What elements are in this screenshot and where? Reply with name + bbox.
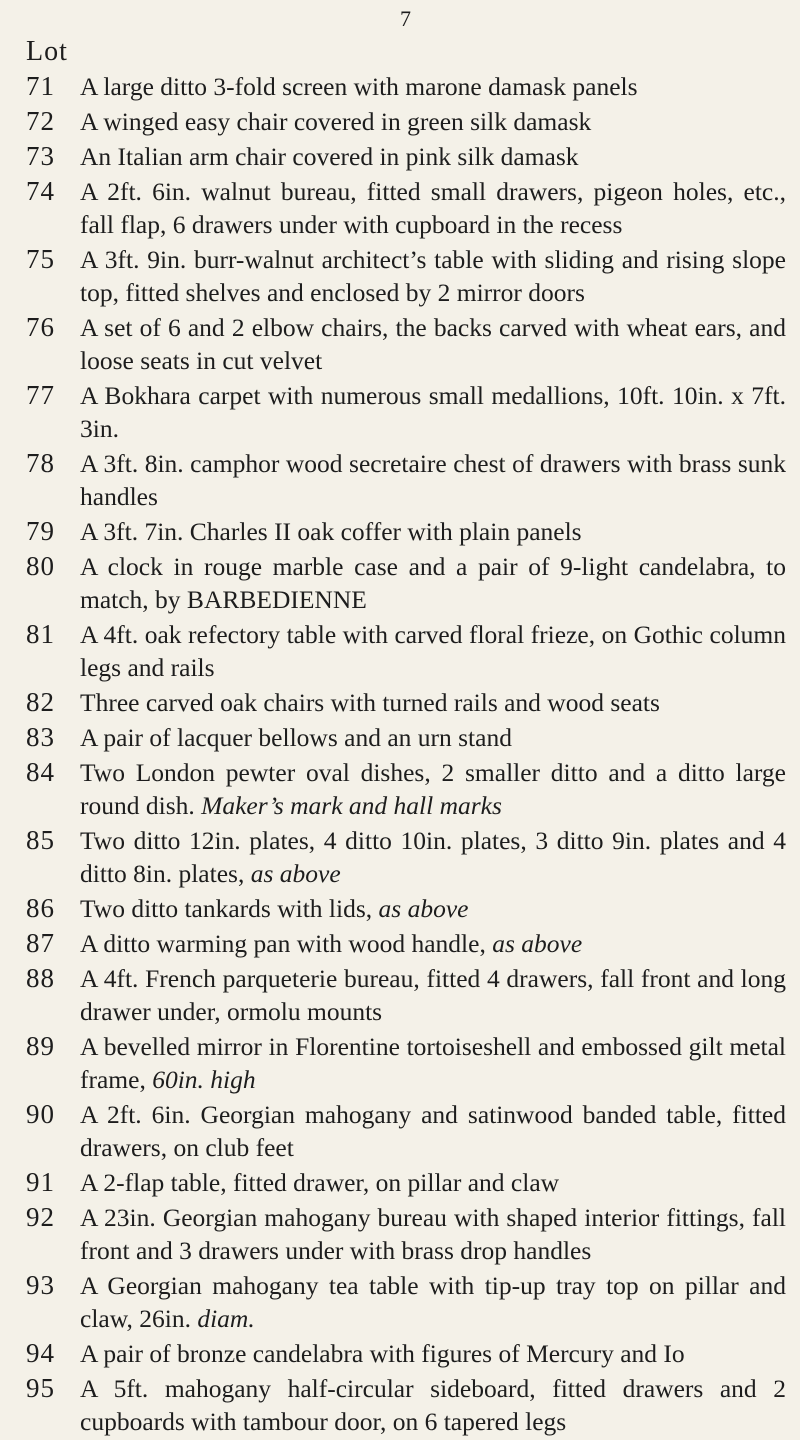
- lot-description: [80, 1269, 786, 1335]
- lot-description: [80, 515, 786, 548]
- lot-description-text: Two ditto tankards with lids,: [80, 894, 373, 923]
- lot-description-text: A 3ft. 9in. burr-walnut architect’s table with sliding and rising slope top, fitted shelves and enclosed by 2 mirror doors: [80, 245, 786, 307]
- lot-description-text: Three carved oak chairs with turned rails and wood seats: [80, 688, 660, 717]
- lot-description: [80, 105, 786, 138]
- lot-description: [80, 140, 786, 173]
- lot-number: 72: [26, 106, 55, 136]
- lot-list: [26, 70, 786, 1440]
- lot-number: 90: [26, 1099, 55, 1129]
- lot-entry: [26, 1337, 786, 1370]
- lot-description: [80, 927, 786, 960]
- lot-column-heading: Lot: [26, 36, 68, 67]
- lot-description-note: as above: [492, 929, 583, 958]
- lot-description: [80, 1030, 786, 1096]
- lot-number: 83: [26, 722, 55, 752]
- lot-description-text: A Georgian mahogany tea table with tip-up tray top on pillar and claw, 26in.: [80, 1271, 786, 1333]
- lot-entry: [26, 892, 786, 925]
- lot-entry: [26, 1030, 786, 1096]
- page-number: 7: [400, 6, 411, 31]
- lot-description-text: A 2-flap table, fitted drawer, on pillar and claw: [80, 1168, 560, 1197]
- lot-entry: [26, 175, 786, 241]
- lot-description: [80, 243, 786, 309]
- lot-description-note: as above: [250, 859, 341, 888]
- lot-description-text: A 2ft. 6in. Georgian mahogany and satinwood banded table, fitted drawers, on club feet: [80, 1100, 786, 1162]
- lot-description: [80, 618, 786, 684]
- lot-number: 87: [26, 928, 55, 958]
- lot-description-note: 60in. high: [152, 1065, 256, 1094]
- lot-description-text: An Italian arm chair covered in pink silk damask: [80, 142, 579, 171]
- lot-description: [80, 311, 786, 377]
- lot-entry: [26, 70, 786, 103]
- lot-number: 85: [26, 825, 55, 855]
- lot-description-note: Maker’s mark and hall marks: [201, 791, 502, 820]
- lot-description-text: A 4ft. oak refectory table with carved floral frieze, on Gothic column legs and rails: [80, 620, 786, 682]
- lot-entry: [26, 756, 786, 822]
- lot-entry: [26, 1098, 786, 1164]
- lot-description: [80, 1337, 786, 1370]
- lot-description-note: diam.: [197, 1304, 255, 1333]
- lot-number: 76: [26, 312, 55, 342]
- lot-number: 94: [26, 1338, 55, 1368]
- lot-description-text: Two London pewter oval dishes, 2 smaller ditto and a ditto large round dish.: [80, 758, 786, 820]
- lot-description-text: A 2ft. 6in. walnut bureau, fitted small drawers, pigeon holes, etc., fall flap, 6 drawers under with cupboard in the recess: [80, 177, 786, 239]
- lot-number: 81: [26, 619, 55, 649]
- lot-description-text: A large ditto 3-fold screen with marone damask panels: [80, 72, 638, 101]
- lot-number: 75: [26, 244, 55, 274]
- lot-number: 95: [26, 1373, 55, 1403]
- lot-description: [80, 1201, 786, 1267]
- lot-description: [80, 1098, 786, 1164]
- lot-number: 82: [26, 687, 55, 717]
- lot-description-text: A 3ft. 7in. Charles II oak coffer with plain panels: [80, 517, 582, 546]
- lot-number: 93: [26, 1270, 55, 1300]
- lot-number: 71: [26, 71, 55, 101]
- lot-entry: [26, 515, 786, 548]
- lot-number: 88: [26, 963, 55, 993]
- lot-number: 78: [26, 448, 55, 478]
- lot-description: [80, 447, 786, 513]
- lot-description-text: A set of 6 and 2 elbow chairs, the backs carved with wheat ears, and loose seats in cut velvet: [80, 313, 786, 375]
- lot-description-text: A 3ft. 8in. camphor wood secretaire chest of drawers with brass sunk handles: [80, 449, 786, 511]
- lot-description: [80, 175, 786, 241]
- lot-number: 74: [26, 176, 55, 206]
- lot-entry: [26, 618, 786, 684]
- lot-description-text: A Bokhara carpet with numerous small medallions, 10ft. 10in. x 7ft. 3in.: [80, 381, 786, 443]
- lot-description: [80, 1372, 786, 1438]
- lot-number: 86: [26, 893, 55, 923]
- lot-description-text: A 4ft. French parqueterie bureau, fitted 4 drawers, fall front and long drawer under, ormolu mounts: [80, 964, 786, 1026]
- lot-description: [80, 550, 786, 616]
- lot-entry: [26, 721, 786, 754]
- lot-entry: [26, 447, 786, 513]
- lot-description-text: A pair of bronze candelabra with figures of Mercury and Io: [80, 1339, 685, 1368]
- lot-description: [80, 756, 786, 822]
- lot-description: [80, 962, 786, 1028]
- lot-entry: [26, 379, 786, 445]
- lot-number: 80: [26, 551, 55, 581]
- lot-number: 79: [26, 516, 55, 546]
- lot-number: 92: [26, 1202, 55, 1232]
- lot-entry: [26, 1166, 786, 1199]
- lot-description-text: A 23in. Georgian mahogany bureau with shaped interior fittings, fall front and 3 drawers under with brass drop handles: [80, 1203, 786, 1265]
- lot-entry: [26, 824, 786, 890]
- lot-number: 77: [26, 380, 55, 410]
- lot-description: [80, 824, 786, 890]
- lot-description-text: A clock in rouge marble case and a pair of 9-light candelabra, to match, by BARBEDIENNE: [80, 552, 786, 614]
- lot-entry: [26, 140, 786, 173]
- lot-description: [80, 1166, 786, 1199]
- lot-entry: [26, 550, 786, 616]
- lot-number: 84: [26, 757, 55, 787]
- lot-description-text: A winged easy chair covered in green silk damask: [80, 107, 592, 136]
- lot-description-text: A pair of lacquer bellows and an urn stand: [80, 723, 512, 752]
- lot-description-note: as above: [378, 894, 469, 923]
- lot-entry: [26, 1201, 786, 1267]
- lot-entry: [26, 243, 786, 309]
- lot-number: 89: [26, 1031, 55, 1061]
- lot-description-text: A bevelled mirror in Florentine tortoiseshell and embossed gilt metal frame,: [80, 1032, 786, 1094]
- lot-number: 91: [26, 1167, 55, 1197]
- lot-description-text: A ditto warming pan with wood handle,: [80, 929, 486, 958]
- lot-description-text: A 5ft. mahogany half-circular sideboard, fitted drawers and 2 cupboards with tambour door, on 6 tapered legs: [80, 1374, 786, 1436]
- lot-entry: [26, 311, 786, 377]
- lot-description: [80, 686, 786, 719]
- lot-entry: [26, 962, 786, 1028]
- lot-entry: [26, 686, 786, 719]
- lot-entry: [26, 105, 786, 138]
- lot-description: [80, 379, 786, 445]
- lot-description-text: Two ditto 12in. plates, 4 ditto 10in. plates, 3 ditto 9in. plates and 4 ditto 8in. plates,: [80, 826, 786, 888]
- lot-description: [80, 70, 786, 103]
- lot-description: [80, 721, 786, 754]
- lot-entry: [26, 1372, 786, 1438]
- lot-number: 73: [26, 141, 55, 171]
- lot-entry: [26, 927, 786, 960]
- lot-description: [80, 892, 786, 925]
- lot-entry: [26, 1269, 786, 1335]
